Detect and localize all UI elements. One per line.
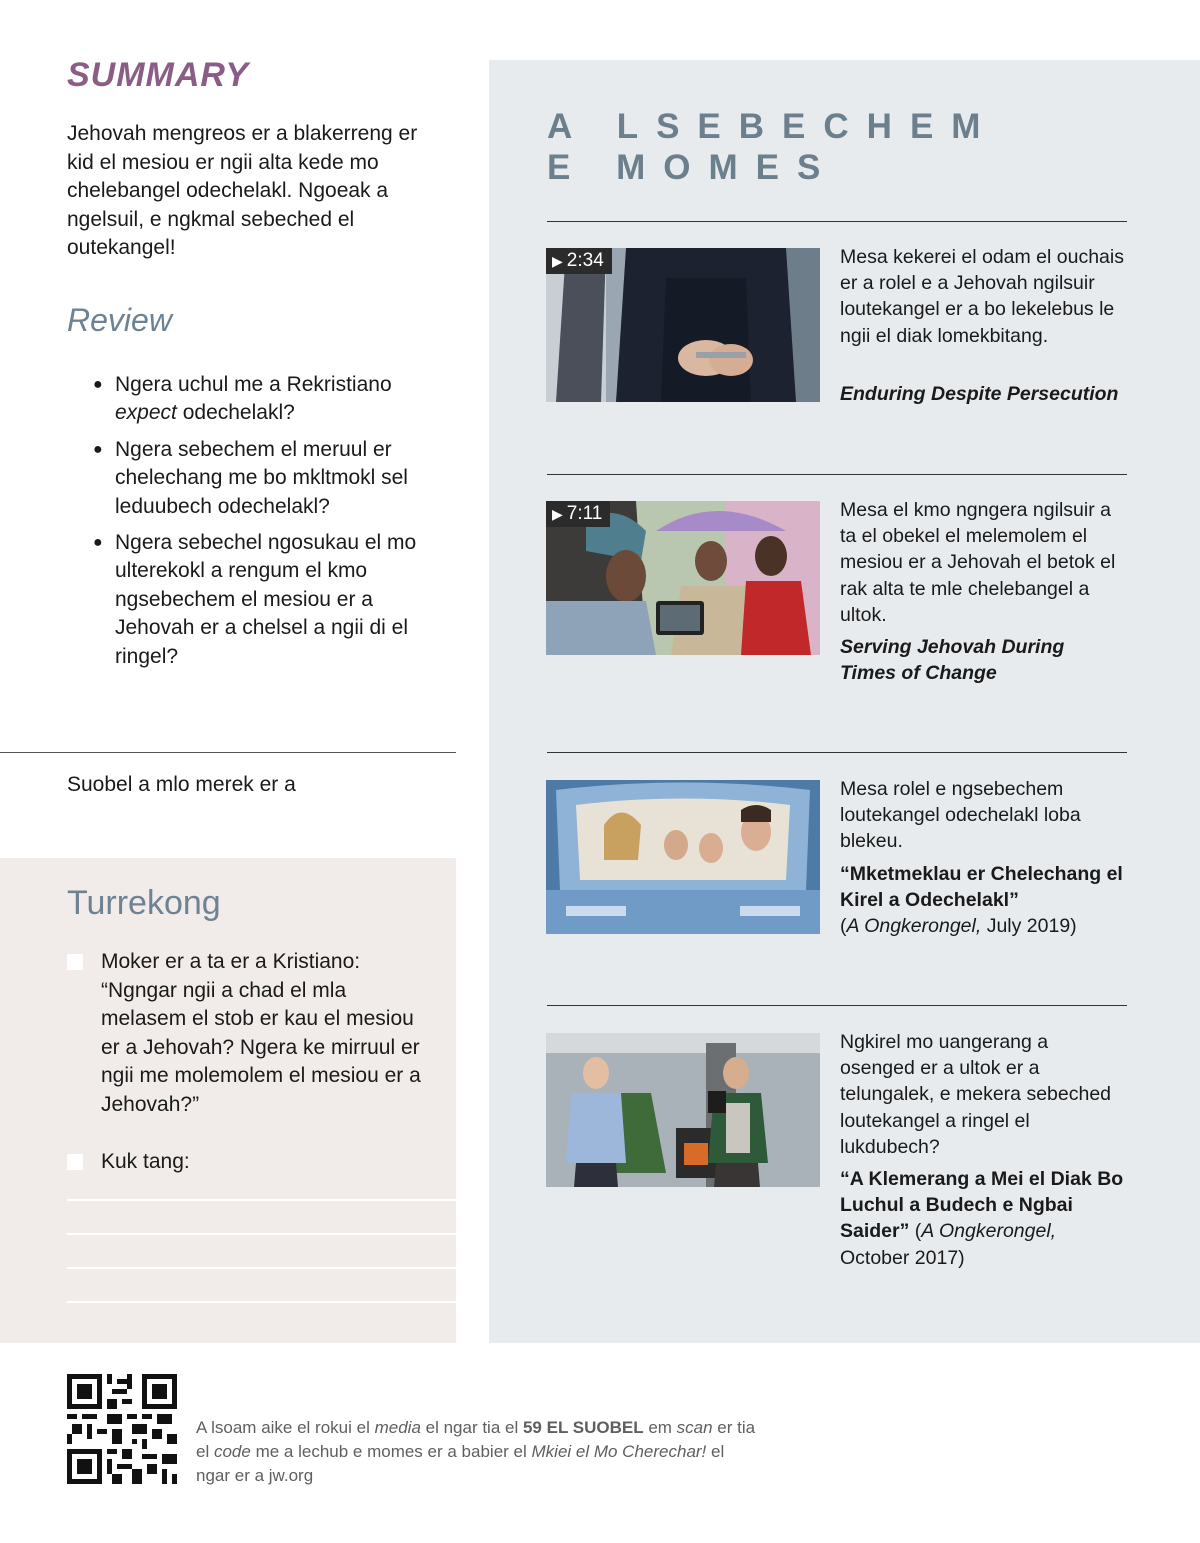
review-item: ● Ngera sebechel ngosukau el mo ulterekokl a rengum el kmo ngsebechem el mesiou er a Jehovah er a chelsel a ngii di el ringel? — [93, 531, 417, 668]
goal-text: Moker er a ta er a Kristiano: “Ngngar ngii a chad el mla melasem el stob er kau el mesiou er a Jehovah? Ngera ke mirruul er ngii me molemolem el mesiou er a Jehovah?” — [101, 950, 421, 1116]
divider — [547, 221, 1127, 222]
note-prompt[interactable]: Suobel a mlo merek er a — [67, 773, 296, 796]
other-checkbox-item[interactable] — [67, 1148, 427, 1177]
family-conflict-image — [546, 1033, 820, 1187]
video-thumbnail-change[interactable] — [546, 501, 820, 655]
checkbox[interactable] — [67, 954, 83, 970]
media-description: Mesa kekerei el odam el ouchais er a rolel e a Jehovah ngilsuir loutekangel er a bo lekelebus le ngii el diak lomekbitang. — [840, 246, 1124, 347]
bullet-icon: ● — [93, 440, 103, 458]
qr-code[interactable] — [67, 1374, 177, 1484]
panel-heading-line2: E MOMES — [547, 148, 839, 187]
goal-checkbox-item[interactable] — [67, 948, 427, 1120]
panel-heading-line1: A LSEBECHEM — [547, 107, 999, 146]
media-title-link[interactable]: “Mketmeklau er Chelechang el Kirel a Odechelakl” (A Ongkerongel, July 2019) — [840, 863, 1123, 938]
video-thumbnail-persecution[interactable] — [546, 248, 820, 402]
article-source: (A Ongkerongel, July 2019) — [840, 915, 1077, 938]
qr-code-icon — [67, 1374, 177, 1484]
media-description: Mesa rolel e ngsebechem loutekangel odechelakl loba blekeu. — [840, 778, 1081, 853]
turrekong-heading: Turrekong — [67, 884, 221, 922]
write-line[interactable] — [67, 1199, 456, 1201]
media-description: Ngkirel mo uangerang a osenged er a ultok er a telungalek, e mekera sebeched loutekangel a ringel el lukdubech? — [840, 1031, 1112, 1158]
other-text: Kuk tang: — [101, 1150, 190, 1173]
media-title-link[interactable]: “A Klemerang a Mei el Diak Bo Luchul a Budech e Ngbai Saider” (A Ongkerongel, October 2017) — [840, 1168, 1124, 1269]
duration-badge: ▶ 2:34 — [546, 248, 612, 274]
review-heading: Review — [67, 302, 172, 338]
checkbox[interactable] — [67, 1154, 83, 1170]
divider — [547, 474, 1127, 475]
footer-instructions: A lsoam aike el rokui el media el ngar tia el 59 EL SUOBEL em scan er tia el code me a lechub e momes er a babier el Mkiei el Mo Cherechar! el ngar er a jw.org — [196, 1418, 756, 1485]
media-title-link[interactable]: Serving Jehovah During Times of Change — [840, 636, 1065, 685]
divider — [547, 752, 1127, 753]
write-line[interactable] — [67, 1301, 456, 1303]
media-description: Mesa el kmo ngngera ngilsuir a ta el obekel el melemolem el mesiou er a Jehovah el betok el rak alta te mle chelebangel a ultok. — [840, 499, 1116, 626]
bullet-icon: ● — [93, 376, 103, 393]
family-in-car-image — [546, 780, 820, 934]
article-image-car-family[interactable] — [546, 780, 820, 934]
review-item: ● Ngera uchul me a Rekristiano expect odechelakl? — [93, 373, 392, 425]
media-title-link[interactable]: Enduring Despite Persecution — [840, 383, 1119, 405]
divider — [0, 752, 456, 753]
summary-text: Jehovah mengreos er a blakerreng er kid el mesiou er ngii alta kede mo chelebangel odechelakl. Ngoeak a ngelsuil, e ngkmal sebeched el outekangel! — [67, 122, 418, 260]
play-icon: ▶ — [552, 506, 563, 522]
panel-heading — [547, 106, 998, 188]
play-icon: ▶ — [552, 253, 563, 269]
article-source: (A Ongkerongel, October 2017) — [840, 1220, 1057, 1269]
write-line[interactable] — [67, 1267, 456, 1269]
bullet-icon: ● — [93, 534, 103, 552]
review-list — [93, 371, 433, 679]
divider — [547, 1005, 1127, 1006]
write-line[interactable] — [67, 1233, 456, 1235]
article-image-family-conflict[interactable] — [546, 1033, 820, 1187]
summary-heading: SUMMARY — [67, 56, 250, 94]
review-item: ● Ngera sebechem el meruul er chelechang me bo mkltmokl sel leduubech odechelakl? — [93, 437, 408, 518]
duration-badge: ▶ 7:11 — [546, 501, 610, 527]
